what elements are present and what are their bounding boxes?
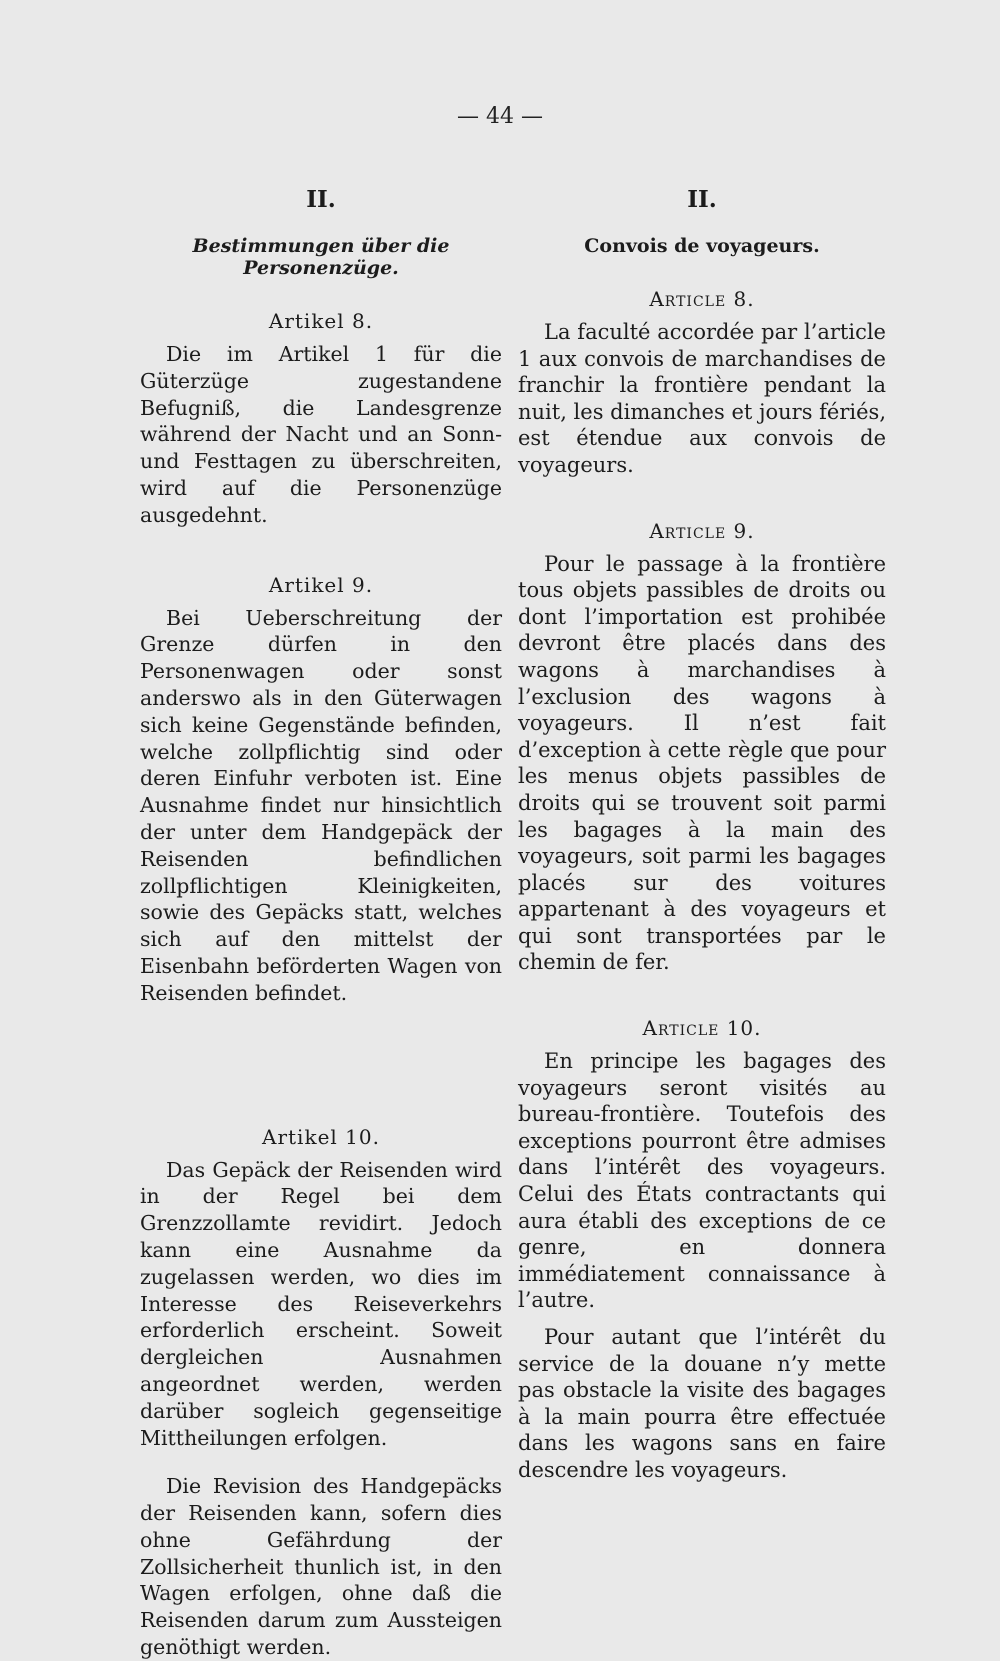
- german-article-10-heading: Artikel 10.: [262, 1124, 380, 1149]
- french-section-title: Convois de voyageurs.: [584, 235, 820, 257]
- german-article-9-heading: Artikel 9.: [268, 572, 374, 597]
- german-column: [140, 186, 502, 1661]
- french-column: [518, 186, 886, 1484]
- french-section-number: II.: [687, 186, 717, 213]
- page-number: — 44 —: [457, 104, 543, 129]
- french-article-9-text: Pour le passage à la frontière tous objets passibles de droits ou dont l’importation est prohibée devront être placés dans des wagons à marchandises à l’exclusion des wagons à voyageurs. Il n’est fait d’exception à cette règle que pour les menus objets passibles de droits qui se trouvent soit parmi les bagages à la main des voyageurs, soit parmi les bagages placés sur des voitures appartenant à des voyageurs et qui sont transportées par le chemin de fer.: [518, 551, 886, 975]
- french-article-8-text: La faculté accordée par l’article 1 aux convois de marchandises de franchir la frontière pendant la nuit, les dimanches et jours fériés, est étendue aux convois de voyageurs.: [518, 320, 886, 477]
- french-article-10-heading: Article 10.: [642, 1016, 762, 1041]
- german-article-8-text: Die im Artikel 1 für die Güterzüge zugestandene Befugniß, die Landesgrenze während der Nacht und an Sonn- und Festtagen zu überschreiten, wird auf die Personenzüge ausgedehnt.: [140, 342, 502, 527]
- french-article-9-heading: Article 9.: [649, 518, 755, 543]
- german-section-number: II.: [306, 186, 336, 213]
- german-article-9-text: Bei Ueberschreitung der Grenze dürfen in den Personenwagen oder sonst anderswo als in den Güterwagen sich keine Gegenstände befinden, welche zollpflichtig sind oder deren Einfuhr verboten ist. Eine Ausnahme findet nur hinsichtlich der unter dem Handgepäck der Reisenden befindlichen zollpflichtigen Kleinigkeiten, sowie des Gepäcks statt, welches sich auf den mittelst der Eisenbahn beförderten Wagen von Reisenden befindet.: [140, 605, 502, 1005]
- french-article-8-heading: Article 8.: [649, 287, 755, 311]
- french-article-10-text-1: En principe les bagages des voyageurs seront visités au bureau-frontière. Toutefois des exceptions pourront être admises dans l’intérêt des voyageurs. Celui des États contractants qui aura établi des exceptions de ce genre, en donnera immédiatement connaissance à l’autre.: [518, 1049, 886, 1313]
- german-article-10-text-1: Das Gepäck der Reisenden wird in der Regel bei dem Grenzzollamte revidirt. Jedoch kann eine Ausnahme da zugelassen werden, wo dies im Interesse des Reiseverkehrs erforderlich erscheint. Soweit dergleichen Ausnahmen angeordnet werden, werden darüber sogleich gegenseitige Mittheilungen erfolgen.: [140, 1157, 502, 1450]
- french-article-10-text-2: Pour autant que l’intérêt du service de la douane n’y mette pas obstacle la visite des bagages à la main pourra être effectuée dans les wagons sans en faire descendre les voyageurs.: [518, 1325, 886, 1482]
- german-article-8-heading: Artikel 8.: [268, 309, 374, 333]
- german-section-title: Bestimmungen über die Personenzüge.: [192, 235, 450, 279]
- german-article-10-text-2: Die Revision des Handgepäcks der Reisenden kann, sofern dies ohne Gefährdung der Zollsicherheit thunlich ist, in den Wagen erfolgen, ohne daß die Reisenden darum zum Aussteigen genöthigt werden.: [140, 1474, 502, 1660]
